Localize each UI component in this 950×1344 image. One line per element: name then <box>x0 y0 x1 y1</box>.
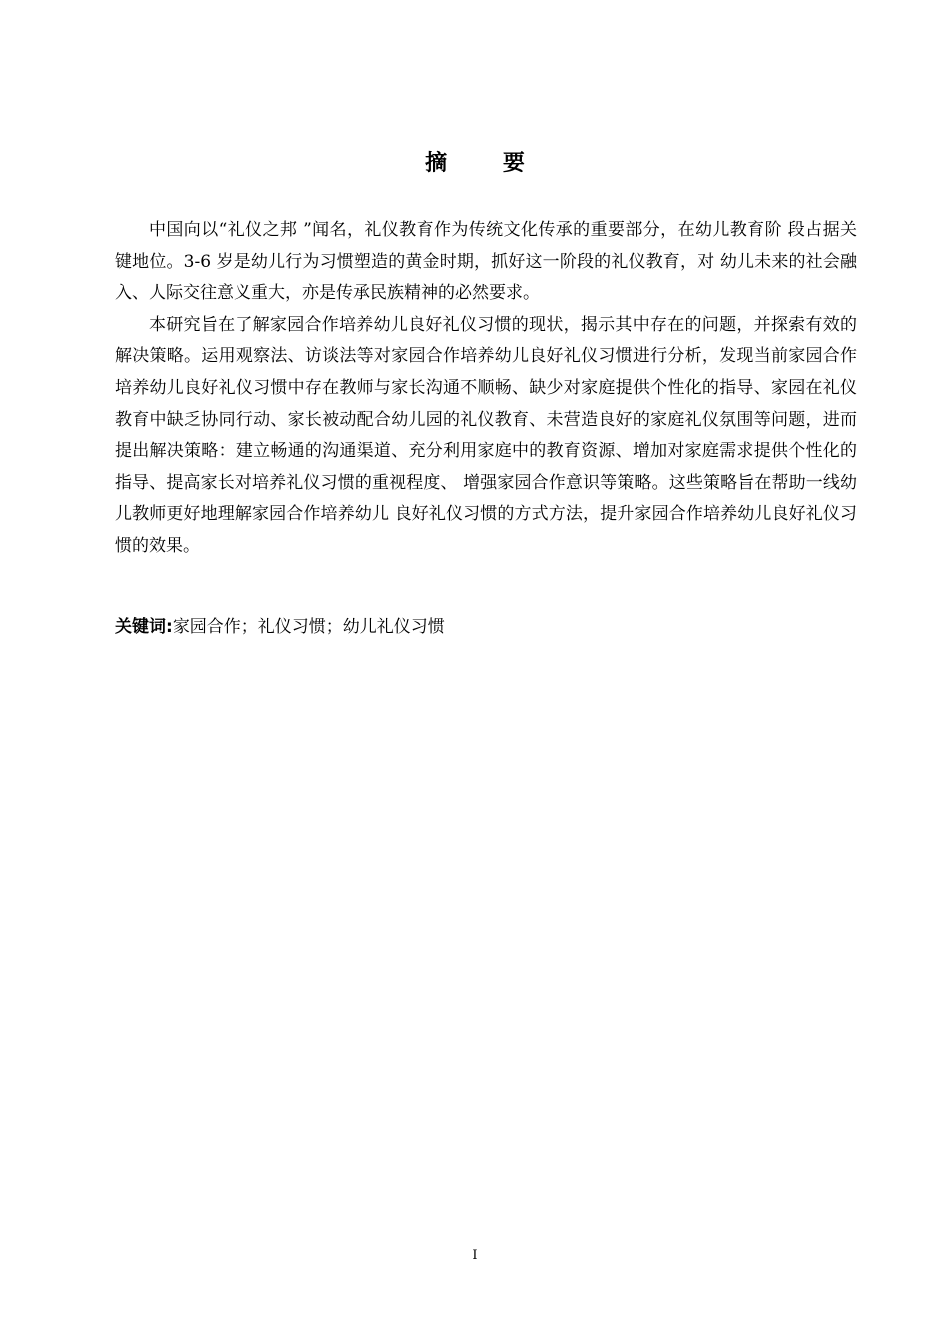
keywords-label: 关键词: <box>115 617 173 637</box>
abstract-paragraph-2: 本研究旨在了解家园合作培养幼儿良好礼仪习惯的现状，揭示其中存在的问题，并探索有效的解决策略。运用观察法、访谈法等对家园合作培养幼儿良好礼仪习惯进行分析，发现当前家园合作培养幼儿良好礼仪习惯中存在教师与家长沟通不顺畅、缺少对家庭提供个性化的指导、家园在礼仪教育中缺乏协同行动、家长被动配合幼儿园的礼仪教育、未营造良好的家庭礼仪氛围等问题，进而提出解决策略：建立畅通的沟通渠道、充分利用家庭中的教育资源、增加对家庭需求提供个性化的指导、提高家长对培养礼仪习惯的重视程度、 增强家园合作意识等策略。这些策略旨在帮助一线幼儿教师更好地理解家园合作培养幼儿 良好礼仪习惯的方式方法，提升家园合作培养幼儿良好礼仪习惯的效果。 <box>115 314 857 556</box>
abstract-paragraph-1: 中国向以“礼仪之邦 ”闻名，礼仪教育作为传统文化传承的重要部分，在幼儿教育阶 段占据关键地位。3-6 岁是幼儿行为习惯塑造的黄金时期，抓好这一阶段的礼仪教育，对 幼儿未来的社会融入、人际交往意义重大，亦是传承民族精神的必然要求。 <box>115 220 857 304</box>
keywords-text: 家园合作；礼仪习惯；幼儿礼仪习惯 <box>172 617 445 637</box>
keywords-line <box>115 612 857 642</box>
page-title: 摘 要 <box>425 151 549 176</box>
page-number: I <box>472 1248 478 1263</box>
abstract-body <box>115 215 857 563</box>
